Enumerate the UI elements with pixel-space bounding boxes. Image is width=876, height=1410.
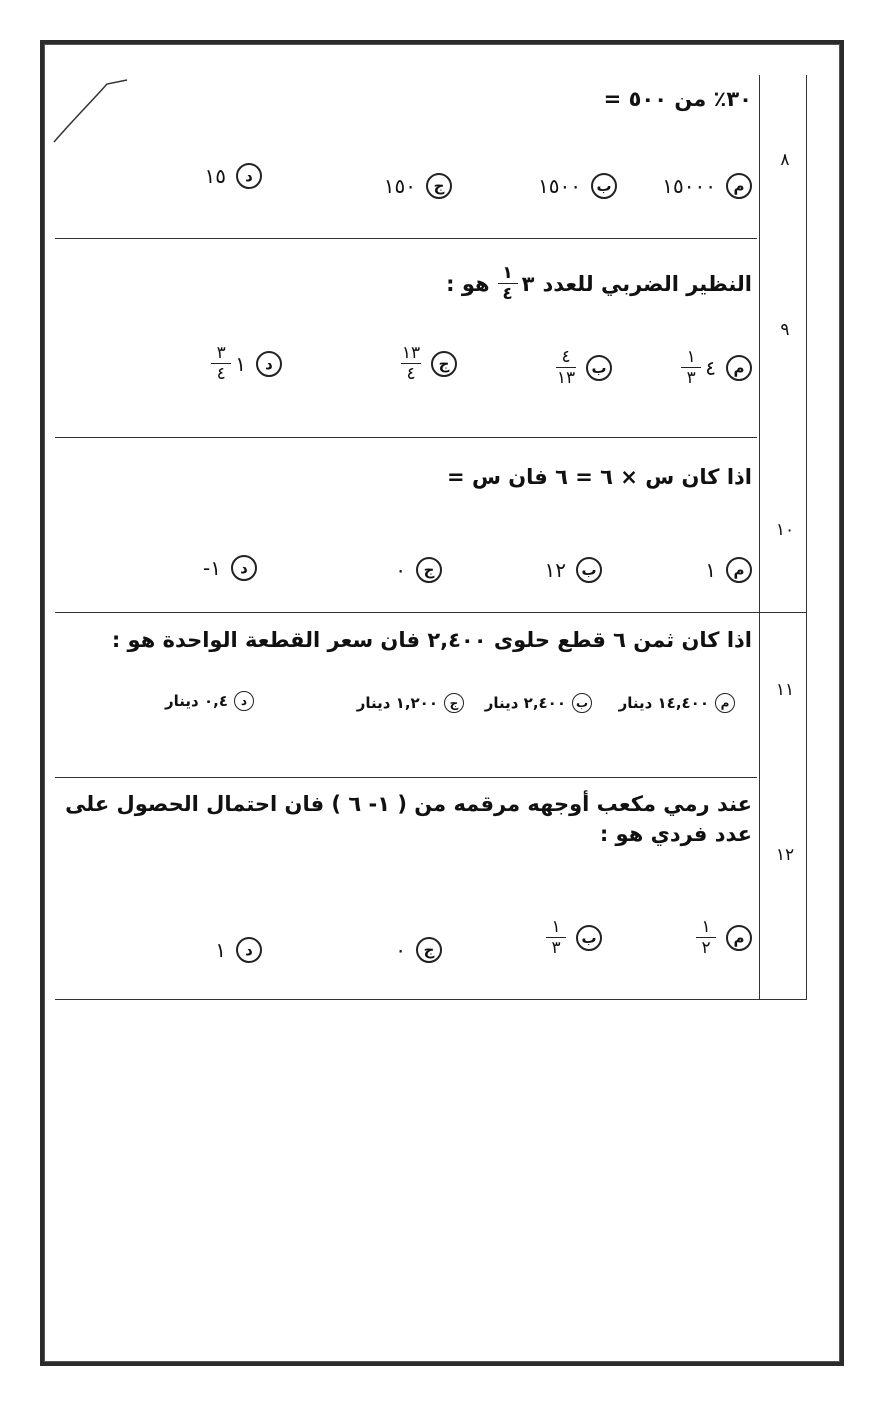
option-letter: د bbox=[256, 351, 282, 377]
option-value: ٢,٤٠٠ دينار bbox=[484, 694, 566, 712]
option-d[interactable] bbox=[203, 555, 257, 581]
option-value: ١٢ bbox=[544, 558, 566, 582]
option-value: ١٥٠ bbox=[383, 174, 416, 198]
option-value: ٠,٤ دينار bbox=[165, 692, 228, 710]
option-value bbox=[211, 343, 246, 384]
option-value: ١ bbox=[705, 558, 716, 582]
option-letter: ب bbox=[576, 557, 602, 583]
column-divider bbox=[759, 75, 760, 1000]
option-b[interactable] bbox=[538, 173, 617, 199]
option-value bbox=[546, 917, 566, 958]
fraction bbox=[498, 263, 518, 304]
whole-part: ٤ bbox=[705, 355, 716, 380]
denominator: ٢ bbox=[701, 938, 711, 958]
option-c[interactable] bbox=[384, 173, 452, 199]
question-text: اذا كان س × ٦ = ٦ فان س = bbox=[447, 465, 752, 489]
option-letter: ج bbox=[416, 937, 442, 963]
option-b[interactable] bbox=[545, 557, 602, 583]
option-value: ١,٢٠٠ دينار bbox=[356, 694, 438, 712]
denominator: ٣ bbox=[686, 368, 696, 388]
option-value: ١٥٠٠ bbox=[538, 174, 581, 198]
option-letter: ج bbox=[416, 557, 442, 583]
numerator: ١ bbox=[701, 917, 711, 937]
option-letter: د bbox=[234, 691, 254, 711]
option-letter: د bbox=[236, 163, 262, 189]
option-value: ٠ bbox=[395, 558, 406, 582]
option-letter: ب bbox=[572, 693, 592, 713]
whole-part: ٣ bbox=[521, 271, 535, 296]
option-value: ١٥٠٠٠ bbox=[662, 174, 716, 198]
question-text: اذا كان ثمن ٦ قطع حلوى ٢,٤٠٠ فان سعر القطعة الواحدة هو : bbox=[111, 628, 752, 652]
fraction bbox=[681, 347, 701, 388]
option-letter: ج bbox=[431, 351, 457, 377]
option-value bbox=[696, 917, 716, 958]
option-d[interactable] bbox=[205, 163, 262, 189]
option-letter: م bbox=[726, 173, 752, 199]
option-value: ١ bbox=[215, 938, 226, 962]
option-a[interactable] bbox=[681, 347, 752, 388]
option-value: ٠ bbox=[395, 938, 406, 962]
denominator: ١٣ bbox=[556, 368, 576, 388]
option-a[interactable] bbox=[705, 557, 752, 583]
question-table bbox=[55, 75, 807, 1000]
option-value bbox=[401, 343, 421, 384]
option-b[interactable] bbox=[546, 917, 602, 958]
numerator: ١ bbox=[686, 347, 696, 367]
fraction bbox=[211, 343, 231, 384]
numerator: ١ bbox=[551, 917, 561, 937]
option-d[interactable] bbox=[211, 343, 282, 384]
question-text: عند رمي مكعب أوجهه مرقمه من ( ١- ٦ ) فان احتمال الحصول على عدد فردي هو : bbox=[65, 792, 752, 846]
mixed-number bbox=[498, 263, 535, 304]
option-letter: م bbox=[715, 693, 735, 713]
question-text: ٣٠٪ من ٥٠٠ = bbox=[603, 87, 752, 111]
option-a[interactable] bbox=[696, 917, 752, 958]
numerator: ٤ bbox=[561, 347, 571, 367]
question-text-after: هو : bbox=[446, 271, 490, 296]
option-letter: ب bbox=[576, 925, 602, 951]
option-letter: م bbox=[726, 355, 752, 381]
option-b[interactable] bbox=[556, 347, 612, 388]
option-d[interactable] bbox=[165, 691, 254, 711]
numerator: ١ bbox=[502, 263, 513, 283]
option-letter: ب bbox=[586, 355, 612, 381]
denominator: ٤ bbox=[502, 284, 513, 304]
row-divider bbox=[55, 612, 807, 613]
option-a[interactable] bbox=[619, 693, 735, 713]
question-text bbox=[446, 263, 752, 304]
whole-part: ١ bbox=[235, 351, 246, 376]
row-divider bbox=[55, 437, 757, 438]
question-number: ١١ bbox=[775, 680, 795, 700]
question-text-before: النظير الضربي للعدد bbox=[542, 271, 752, 296]
option-letter: م bbox=[726, 925, 752, 951]
option-c[interactable] bbox=[357, 693, 464, 713]
question-number: ١٠ bbox=[775, 520, 795, 540]
question-number: ٨ bbox=[780, 150, 790, 170]
question-number: ٩ bbox=[780, 320, 790, 340]
option-letter: ج bbox=[426, 173, 452, 199]
option-value: ١٤,٤٠٠ دينار bbox=[618, 694, 709, 712]
option-a[interactable] bbox=[662, 173, 752, 199]
table-bottom bbox=[55, 999, 807, 1000]
denominator: ٤ bbox=[406, 364, 416, 384]
option-letter: د bbox=[236, 937, 262, 963]
question-number: ١٢ bbox=[775, 845, 795, 865]
option-letter: د bbox=[231, 555, 257, 581]
numerator: ١٣ bbox=[401, 343, 421, 363]
row-divider bbox=[55, 238, 757, 239]
denominator: ٣ bbox=[551, 938, 561, 958]
row-divider bbox=[55, 777, 757, 778]
option-value bbox=[681, 347, 716, 388]
option-b[interactable] bbox=[485, 693, 592, 713]
option-c[interactable] bbox=[395, 937, 442, 963]
numerator: ٣ bbox=[216, 343, 226, 363]
option-c[interactable] bbox=[395, 557, 442, 583]
option-value: ١٥ bbox=[204, 164, 226, 188]
denominator: ٤ bbox=[216, 364, 226, 384]
option-letter: ب bbox=[591, 173, 617, 199]
option-letter: م bbox=[726, 557, 752, 583]
option-d[interactable] bbox=[215, 937, 262, 963]
option-value: ١- bbox=[203, 556, 221, 580]
option-value bbox=[556, 347, 576, 388]
option-letter: ج bbox=[444, 693, 464, 713]
option-c[interactable] bbox=[401, 343, 457, 384]
